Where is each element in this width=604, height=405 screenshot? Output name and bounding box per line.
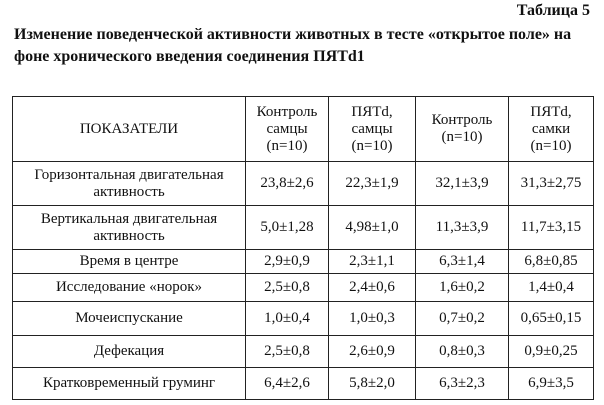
table-row bbox=[13, 162, 594, 206]
header-control-males: Контроль самцы (n=10) bbox=[246, 97, 329, 162]
table-row bbox=[13, 368, 594, 400]
header-pyatd-males: ПЯТd, самцы (n=10) bbox=[329, 97, 416, 162]
table-row bbox=[13, 274, 594, 302]
table-cell: 6,3±1,4 bbox=[416, 250, 509, 274]
table-cell: 2,9±0,9 bbox=[246, 250, 329, 274]
row-label: Мочеиспускание bbox=[13, 302, 246, 336]
table-cell: 1,0±0,3 bbox=[329, 302, 416, 336]
row-label: Вертикальная двигательная активность bbox=[13, 206, 246, 250]
table-row bbox=[13, 302, 594, 336]
table-cell: 1,6±0,2 bbox=[416, 274, 509, 302]
table-cell: 1,0±0,4 bbox=[246, 302, 329, 336]
table-caption: Изменение поведенческой активности животных в тесте «открытое поле» на фоне хронического введения соединения ПЯТd1 bbox=[14, 26, 572, 65]
table-cell: 31,3±2,75 bbox=[509, 162, 594, 206]
table-cell: 0,65±0,15 bbox=[509, 302, 594, 336]
header-pyatd-females: ПЯТd, самки (n=10) bbox=[509, 97, 594, 162]
table-cell: 23,8±2,6 bbox=[246, 162, 329, 206]
table-cell: 6,8±0,85 bbox=[509, 250, 594, 274]
table-cell: 2,4±0,6 bbox=[329, 274, 416, 302]
table-cell: 0,7±0,2 bbox=[416, 302, 509, 336]
row-label: Исследование «норок» bbox=[13, 274, 246, 302]
table-cell: 6,4±2,6 bbox=[246, 368, 329, 400]
row-label: Горизонтальная двигательная активность bbox=[13, 162, 246, 206]
header-indicators: ПОКАЗАТЕЛИ bbox=[13, 97, 246, 162]
row-label: Время в центре bbox=[13, 250, 246, 274]
table-cell: 5,0±1,28 bbox=[246, 206, 329, 250]
table-cell: 2,3±1,1 bbox=[329, 250, 416, 274]
table-cell: 2,5±0,8 bbox=[246, 336, 329, 368]
table-cell: 32,1±3,9 bbox=[416, 162, 509, 206]
table-cell: 5,8±2,0 bbox=[329, 368, 416, 400]
row-label: Дефекация bbox=[13, 336, 246, 368]
table-row bbox=[13, 336, 594, 368]
table-cell: 2,6±0,9 bbox=[329, 336, 416, 368]
table-cell: 1,4±0,4 bbox=[509, 274, 594, 302]
table-cell: 2,5±0,8 bbox=[246, 274, 329, 302]
table-row bbox=[13, 206, 594, 250]
table-cell: 4,98±1,0 bbox=[329, 206, 416, 250]
header-row bbox=[13, 97, 594, 162]
table-cell: 22,3±1,9 bbox=[329, 162, 416, 206]
table-cell: 6,9±3,5 bbox=[509, 368, 594, 400]
data-table bbox=[12, 96, 594, 400]
table-number: Таблица 5 bbox=[516, 2, 590, 19]
table-cell: 0,9±0,25 bbox=[509, 336, 594, 368]
table-row bbox=[13, 250, 594, 274]
row-label: Кратковременный груминг bbox=[13, 368, 246, 400]
table-cell: 6,3±2,3 bbox=[416, 368, 509, 400]
table-cell: 0,8±0,3 bbox=[416, 336, 509, 368]
header-control-females: Контроль (n=10) bbox=[416, 97, 509, 162]
table-cell: 11,3±3,9 bbox=[416, 206, 509, 250]
table-cell: 11,7±3,15 bbox=[509, 206, 594, 250]
